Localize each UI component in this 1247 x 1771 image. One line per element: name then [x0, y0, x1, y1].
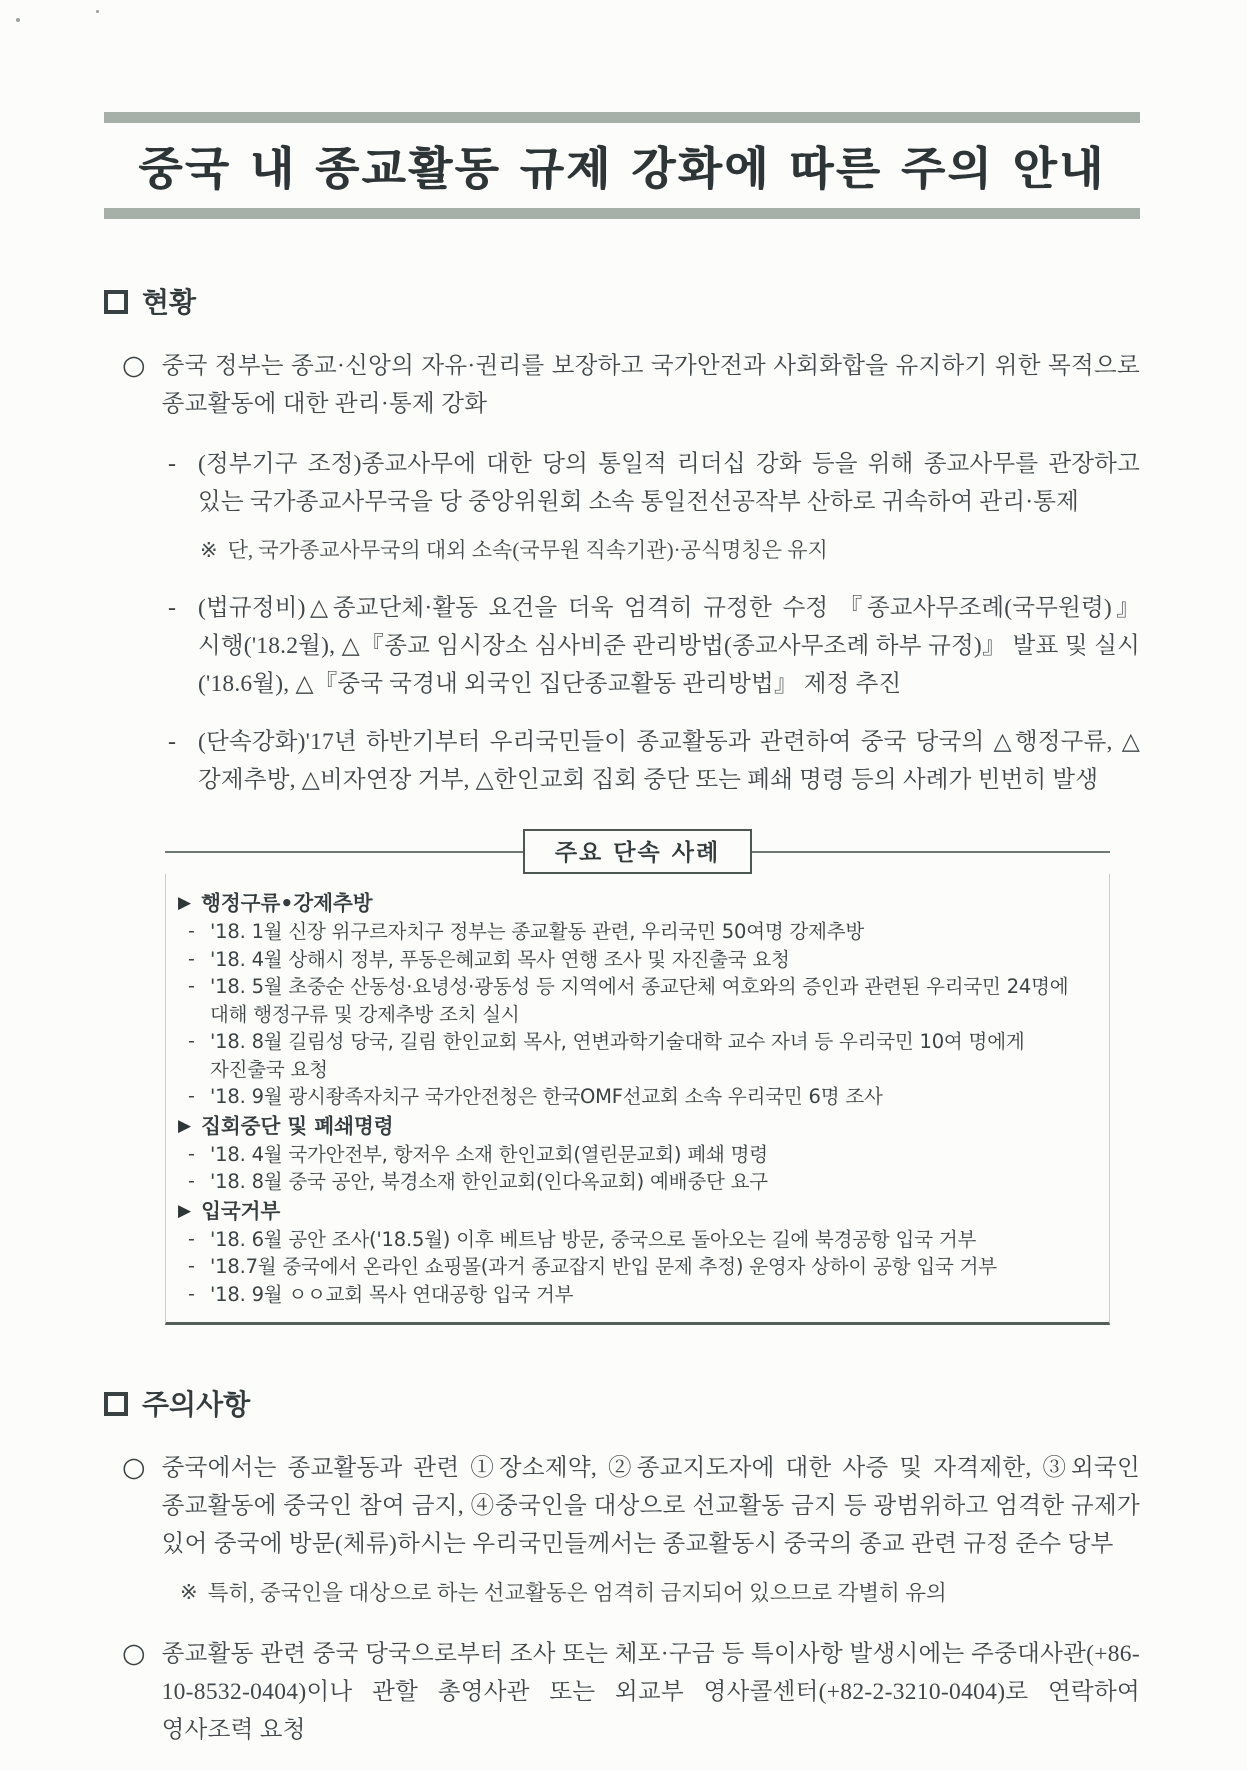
square-bullet-icon: [104, 1392, 128, 1416]
arrow-bullet-icon: ▶: [178, 1200, 192, 1221]
caution-item-1: [122, 1449, 1140, 1563]
square-bullet-icon: [104, 290, 128, 314]
case-item: [188, 918, 1101, 946]
dash-bullet-icon: -: [188, 1085, 195, 1107]
scan-speck: [96, 10, 99, 13]
status-subitem-1-note-text: 단, 국가종교사무국의 대외 소속(국무원 직속기관)·공식명칭은 유지: [227, 538, 828, 562]
case-item: [188, 1028, 1101, 1083]
case-item-text: '18. 6월 공안 조사('18.5월) 이후 베트남 방문, 중국으로 돌아오는 길에 북경공항 입국 거부: [210, 1227, 977, 1251]
case-group-2-heading-label: 집회중단 및 폐쇄명령: [201, 1113, 394, 1138]
section-status-heading: [104, 281, 1140, 321]
status-subitem-2: [168, 589, 1140, 703]
case-item-text: '18. 5월 초중순 산동성·요녕성·광동성 등 지역에서 종교단체 여호와의 증인과 관련된 우리국민 24명에 대해 행정구류 및 강제추방 조치 실시: [210, 975, 1069, 1026]
case-item: [188, 1168, 1101, 1196]
section-status: [104, 281, 1140, 1325]
case-group-3-heading-label: 입국거부: [201, 1198, 281, 1223]
page-title: 중국 내 종교활동 규제 강화에 따른 주의 안내: [138, 142, 1106, 195]
caution-item-1-note-text: 특히, 중국인을 대상으로 하는 선교활동은 엄격히 금지되어 있으므로 각별히 유의: [207, 1581, 947, 1605]
case-box-header: [165, 829, 1110, 874]
case-item-text: '18. 8월 중국 공안, 북경소재 한인교회(인다옥교회) 예배중단 요구: [210, 1170, 768, 1193]
document-page: [104, 112, 1140, 1771]
status-item-1-text: 중국 정부는 종교·신앙의 자유·권리를 보장하고 국가안전과 사회화합을 유지하기 위한 목적으로 종교활동에 대한 관리·통제 강화: [161, 353, 1140, 417]
dash-bullet-icon: -: [188, 1282, 195, 1305]
dash-bullet-icon: -: [168, 595, 176, 621]
case-item-text: '18. 9월 ㅇㅇ교회 목사 연대공항 입국 거부: [210, 1282, 574, 1306]
case-item-text: '18. 1월 신장 위구르자치구 정부는 종교활동 관련, 우리국민 50여명 강제추방: [210, 920, 865, 943]
dash-bullet-icon: -: [168, 451, 176, 477]
case-item-text: '18. 4월 국가안전부, 항저우 소재 한인교회(열린문교회) 폐쇄 명령: [210, 1142, 768, 1166]
dash-bullet-icon: -: [188, 1227, 195, 1250]
case-group-1-heading: [178, 888, 1101, 918]
case-item: [188, 1281, 1101, 1309]
circle-bullet-icon: ○: [122, 1452, 146, 1483]
scan-speck: [16, 18, 20, 22]
status-subitem-3: [168, 723, 1140, 799]
circle-bullet-icon: ○: [122, 1638, 146, 1669]
status-subitem-2-text: (법규정비)△종교단체·활동 요건을 더욱 엄격히 규정한 수정 『종교사무조례(국무원령)』 시행('18.2월), △『종교 임시장소 심사비준 관리방법(종교사무조례 하부 규정)』 발표 및 실시('18.6월), △『중국 국경내 외국인 집단종교활동 관리방법』 제정 추진: [198, 595, 1140, 697]
dash-bullet-icon: -: [188, 1030, 195, 1052]
caution-item-2: [122, 1635, 1140, 1749]
dash-bullet-icon: -: [188, 1142, 195, 1165]
caution-item-1-note: [180, 1575, 1140, 1611]
title-banner: [104, 112, 1140, 219]
case-item: [188, 946, 1101, 974]
circle-bullet-icon: ○: [122, 350, 146, 381]
dash-bullet-icon: -: [168, 729, 176, 755]
dash-bullet-icon: -: [188, 947, 195, 970]
case-group-3-heading: [178, 1196, 1101, 1226]
case-item: [188, 1141, 1101, 1169]
arrow-bullet-icon: ▶: [178, 893, 192, 913]
case-item-text: '18. 4월 상해시 정부, 푸동은혜교회 목사 연행 조사 및 자진출국 요청: [210, 947, 790, 971]
case-box-title: 주요 단속 사례: [523, 829, 752, 874]
case-box-body: [165, 874, 1110, 1325]
status-subitem-1: [168, 445, 1140, 521]
case-item: [188, 1253, 1101, 1281]
banner-bottom-bar: [104, 208, 1140, 219]
dash-bullet-icon: -: [188, 1170, 195, 1192]
arrow-bullet-icon: ▶: [178, 1115, 192, 1136]
case-item-text: '18.7월 중국에서 온라인 쇼핑몰(과거 종교잡지 반입 문제 추정) 운영자 상하이 공항 입국 거부: [210, 1255, 997, 1278]
case-box-header-line-right: [752, 851, 1110, 853]
reference-mark-icon: ※: [180, 1580, 198, 1604]
status-subitem-3-text: (단속강화)'17년 하반기부터 우리국민들이 종교활동과 관련하여 중국 당국의 △행정구류, △강제추방, △비자연장 거부, △한인교회 집회 중단 또는 폐쇄 명령 등의 사례가 빈번히 발생: [198, 729, 1140, 793]
reference-mark-icon: ※: [200, 538, 218, 562]
case-group-1-heading-label: 행정구류•강제추방: [201, 891, 373, 915]
case-item: [188, 1083, 1101, 1111]
dash-bullet-icon: -: [188, 975, 195, 997]
case-item-text: '18. 8월 길림성 당국, 길림 한인교회 목사, 연변과학기술대학 교수 자녀 등 우리국민 10여 명에게 자진출국 요청: [210, 1030, 1025, 1081]
case-box-header-line-left: [165, 851, 523, 853]
status-subitem-1-text: (정부기구 조정)종교사무에 대한 당의 통일적 리더십 강화 등을 위해 종교사무를 관장하고 있는 국가종교사무국을 당 중앙위원회 소속 통일전선공작부 산하로 귀속하여 관리·통제: [198, 451, 1140, 515]
case-group-2-heading: [178, 1111, 1101, 1141]
section-caution-heading-label: 주의사항: [142, 1388, 251, 1421]
status-item-1: [122, 347, 1140, 423]
case-item: [188, 1226, 1101, 1254]
section-status-heading-label: 현황: [142, 286, 197, 319]
status-subitem-1-note: [200, 533, 1140, 567]
section-caution: [104, 1383, 1140, 1749]
caution-item-1-text: 중국에서는 종교활동과 관련 ①장소제약, ②종교지도자에 대한 사증 및 자격제한, ③외국인 종교활동에 중국인 참여 금지, ④중국인을 대상으로 선교활동 금지 등 광범위하고 엄격한 규제가 있어 중국에 방문(체류)하시는 우리국민들께서는 종교활동시 중국의 종교 관련 규정 준수 당부: [161, 1455, 1140, 1557]
dash-bullet-icon: -: [188, 1255, 195, 1277]
banner-top-bar: [104, 112, 1140, 123]
caution-item-2-text: 종교활동 관련 중국 당국으로부터 조사 또는 체포·구금 등 특이사항 발생시에는 주중대사관(+86-10-8532-0404)이나 관할 총영사관 또는 외교부 영사콜센터(+82-2-3210-0404)로 연락하여 영사조력 요청: [161, 1641, 1140, 1743]
dash-bullet-icon: -: [188, 920, 195, 942]
case-item: [188, 973, 1101, 1028]
case-box: [165, 829, 1110, 1325]
section-caution-heading: [104, 1383, 1140, 1423]
case-item-text: '18. 9월 광시좡족자치구 국가안전청은 한국OMF선교회 소속 우리국민 6명 조사: [210, 1085, 883, 1108]
